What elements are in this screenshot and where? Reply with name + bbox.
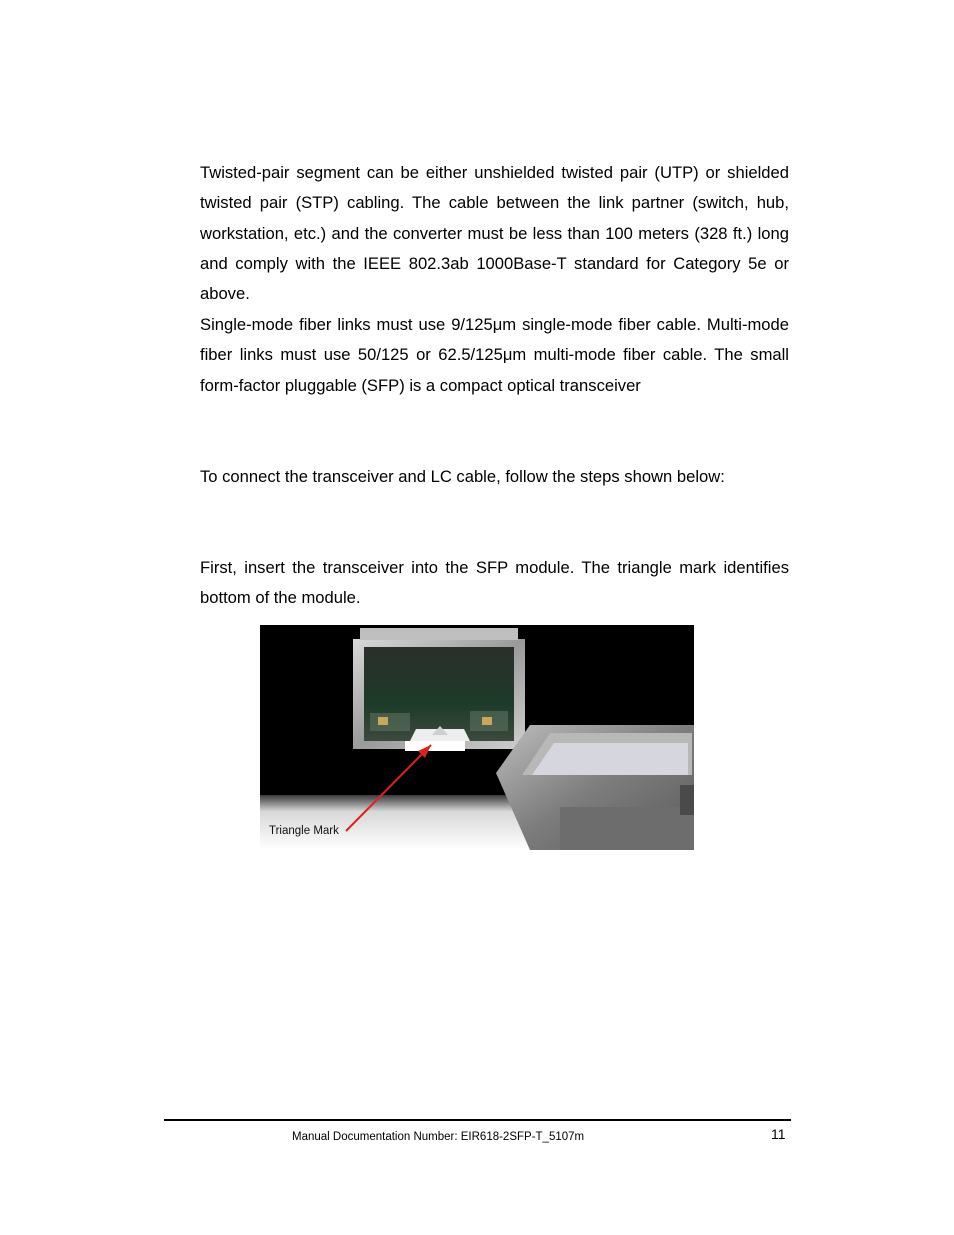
paragraph-connect-steps: To connect the transceiver and LC cable, follow the steps shown below: — [200, 467, 725, 486]
paragraph-insert-transceiver: First, insert the transceiver into the SFP module. The triangle mark identifies bottom of the module. — [200, 558, 789, 608]
sfp-module-photo — [260, 625, 694, 850]
sfp-cage — [353, 628, 525, 751]
paragraph-twisted-pair: Twisted-pair segment can be either unshielded twisted pair (UTP) or shielded twisted pair (STP) cabling. The cable between the link partner (switch, hub, workstation, etc.) and the converter must be less than 100 meters (328 ft.) long and comply with the IEEE 802.3ab 1000Base-T standard for Category 5e or above. — [200, 163, 789, 304]
footer-divider — [164, 1119, 791, 1121]
page-number: 11 — [771, 1126, 786, 1142]
footer-doc-number: Manual Documentation Number: EIR618-2SFP-T_5107m — [292, 1131, 585, 1143]
sfp-transceiver — [496, 725, 694, 850]
triangle-mark-label: Triangle Mark — [269, 825, 339, 837]
paragraph-fiber-links: Single-mode fiber links must use 9/125μm single-mode fiber cable. Multi-mode fiber links must use 50/125 or 62.5/125μm multi-mode fiber cable. The small form-factor pluggable (SFP) is a compact optical transceiver — [200, 315, 789, 395]
